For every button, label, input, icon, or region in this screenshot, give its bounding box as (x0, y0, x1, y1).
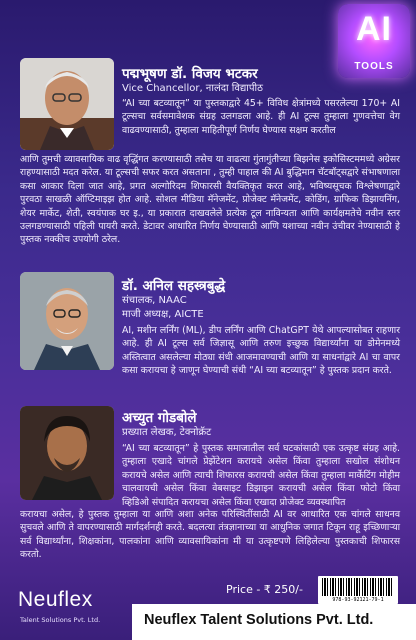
endorser2-role-2: माजी अध्यक्ष, AICTE (122, 309, 204, 320)
endorser1-name: पद्मभूषण डॉ. विजय भटकर (122, 66, 258, 82)
endorser1-photo (20, 58, 114, 150)
badge-tools-text: TOOLS (354, 61, 394, 72)
logo-name: Neuflex (18, 588, 93, 611)
endorser3-role: प्रख्यात लेखक, टेक्नोक्रॅट (122, 427, 212, 438)
publisher-name: Neuflex Talent Solutions Pvt. Ltd. (144, 612, 374, 628)
endorser3-name: अच्युत गोडबोले (122, 410, 197, 426)
badge-ai-text: AI (356, 10, 392, 48)
barcode-bars (322, 578, 394, 596)
endorser2-role-1: संचालक, NAAC (122, 295, 187, 306)
endorser3-quote: “AI च्या बटव्यातून” हे पुस्तक समाजातील सर्व घटकांसाठी एक उत्कृष्ट संग्रह आहे. तुम्हाला एखादे चांगले प्रेझेंटेशन करायचे असेल किंवा तुम्हाला सखोल संशोधन करायचे असेल आणि त्याची शिफारस करायची असेल किंवा तुम्हाला मार्केटिंग मोहीम चालवायची असेल किंवा वेबसाइट डिझाइन करायची असेल किंवा फोटो किंवा व्हिडिओ संपादित करायचा असेल किंवा एखादा प्रोजेक्ट व्यवस्थापित (122, 443, 400, 508)
price-label: Price - ₹ 250/- (226, 583, 303, 596)
endorser1-quote: “AI च्या बटव्यातून” या पुस्तकाद्वारे 45+ विविध क्षेत्रांमध्ये पसरलेल्या 170+ AI टूल्सचा सर्वसमावेशक संग्रह उलगडला आहे. ही AI टूल्स तुम्हाला गुणवत्तेचा वेग वाढवण्यासाठी, तुम्हाला माहितीपूर्ण निर्णय घेण्यास सक्षम करतील (122, 98, 400, 136)
endorser3-photo (20, 406, 114, 500)
endorser2-quote: AI, मशीन लर्निंग (ML), डीप लर्निंग आणि ChatGPT येथे आपल्यासोबत राहणार आहे. ही AI टूल्स सर्व जिज्ञासू आणि तरुण इच्छुक विद्यार्थ्यांना या डोमेनमध्ये अस्तित्वात असलेल्या मोठ्या संधी आजमावण्याची आणि या साधनांद्वारे AI चा वापर कसा करायचा हे जाणून घेण्याची संधी “AI च्या बटव्यातून” हे पुस्तक प्रदान करते. (122, 325, 400, 377)
endorser1-body: आणि तुमची व्यावसायिक वाढ वृद्धिंगत करण्यासाठी तसेच या वाढत्या गुंतागुंतीच्या बिझनेस इकोसिस्टममध्ये अग्रेसर राहण्यासाठी मदत करेल. या टूल्सची सफर करत असताना , तुम्ही पाहाल की AI बुद्धिमान चॅटबॉट्सद्वारे संभाषणाला कसा आकार दिला जात आहे, प्रगत अल्गोरिदम शिफारसी वैयक्तिकृत करत आहे, भविष्यसूचक विश्लेषणाद्वारे पुरवठा साखळी ऑप्टिमाइझ होत आहे. सोशल मीडिया मॅनेजमेंट, प्रोजेक्ट मॅनेजमेंट, कोडिंग, ग्राफिक डिझायनिंग, शेयर मार्केट, शेती, स्वयंपाक घर इ., या प्रकारात दाखवलेले प्रत्येक टूल नाविन्यता आणि कार्यक्षमतेचे नवीन स्तर उलगडण्यासाठी पहिली पायरी करते. डेटावर आधारित निर्णय घेण्यासाठी आणि यशाच्या नवीन उंचीवर नेण्यासाठी हे पुस्तक नक्कीच उपयोगी ठरेल. (20, 154, 400, 246)
isbn-barcode (318, 576, 398, 604)
ai-tools-badge (338, 4, 410, 78)
publisher-logo (18, 588, 118, 632)
endorser2-photo (20, 272, 114, 370)
logo-subtitle: Talent Solutions Pvt. Ltd. (20, 616, 101, 624)
publisher-bar (132, 604, 416, 640)
isbn-number: 978-93-92121-79-1 (332, 597, 384, 603)
endorser3-body: करायचा असेल, हे पुस्तक तुम्हाला या आणि अशा अनेक परिस्थितींसाठी AI वर आधारित एक चांगले साधनव सुचवले आणि ते वापरण्यासाठी मार्गदर्शनही करते. बदलत्या तंत्रज्ञानाच्या या आधुनिक जगात टिकून राहू इच्छिणाऱ्या सर्व विद्यार्थ्यांना, शिक्षकांना, पालकांना आणि व्यावसायिकांना मी या उत्कृष्टपणे लिहिलेल्या पुस्तकाची शिफारस करतो. (20, 509, 400, 561)
endorser1-role: Vice Chancellor, नालंदा विद्यापीठ (122, 83, 263, 94)
endorser2-name: डॉ. अनिल सहस्त्रबुद्धे (122, 278, 226, 294)
